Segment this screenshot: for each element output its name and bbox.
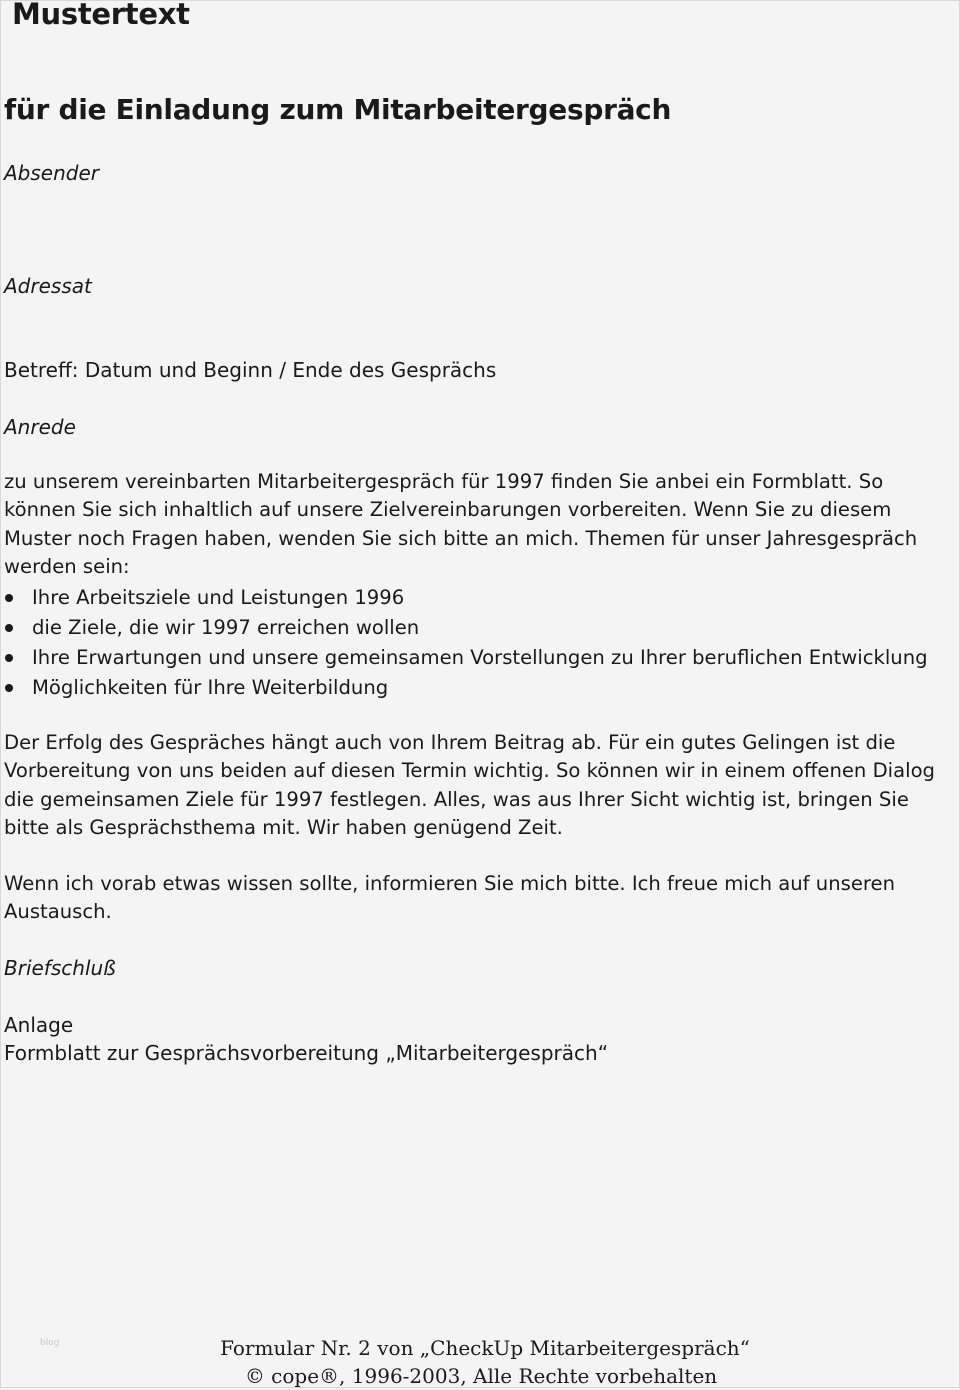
bullet-icon bbox=[5, 654, 13, 662]
bullet-icon bbox=[5, 594, 13, 602]
sender-placeholder: Absender bbox=[4, 161, 99, 185]
bullet-icon bbox=[5, 684, 13, 692]
document-title: Mustertext bbox=[12, 0, 190, 31]
topic-text: die Ziele, die wir 1997 erreichen wollen bbox=[32, 616, 420, 639]
footer-form-number: Formular Nr. 2 von „CheckUp Mitarbeitergespräch“ bbox=[220, 1336, 750, 1360]
list-item bbox=[1, 613, 928, 643]
success-paragraph: Der Erfolg des Gespräches hängt auch von Ihrem Beitrag ab. Für ein gutes Gelingen ist die Vorbereitung von uns beiden auf diesen Termin wichtig. So können wir in einem offenen Dialog die gemeinsamen Ziele für 1997 festlegen. Alles, was aus Ihrer Sicht wichtig ist, bringen Sie bitte als Gesprächsthema mit. Wir haben genügend Zeit. bbox=[4, 731, 935, 839]
list-item bbox=[1, 643, 928, 673]
addressee-placeholder: Adressat bbox=[4, 274, 92, 298]
topic-text: Möglichkeiten für Ihre Weiterbildung bbox=[32, 676, 389, 699]
attachment-label: Anlage bbox=[4, 1013, 74, 1037]
attachment-item: Formblatt zur Gesprächsvorbereitung „Mitarbeitergespräch“ bbox=[4, 1041, 609, 1065]
salutation-placeholder: Anrede bbox=[4, 415, 76, 439]
closing-paragraph: Wenn ich vorab etwas wissen sollte, informieren Sie mich bitte. Ich freue mich auf unseren Austausch. bbox=[4, 872, 896, 924]
bullet-icon bbox=[5, 624, 13, 632]
document-subtitle: für die Einladung zum Mitarbeitergespräch bbox=[4, 93, 672, 126]
list-item bbox=[1, 583, 928, 613]
intro-paragraph: zu unserem vereinbarten Mitarbeitergespräch für 1997 finden Sie anbei ein Formblatt. So können Sie sich inhaltlich auf unsere Zielvereinbarungen vorbereiten. Wenn Sie zu diesem Muster noch Fragen haben, wenden Sie sich bitte an mich. Themen für unser Jahresgespräch werden sein: bbox=[4, 470, 918, 578]
subject-line: Betreff: Datum und Beginn / Ende des Gesprächs bbox=[4, 358, 497, 382]
topic-text: Ihre Erwartungen und unsere gemeinsamen Vorstellungen zu Ihrer beruflichen Entwicklung bbox=[32, 646, 928, 669]
footer-copyright: © cope®, 1996-2003, Alle Rechte vorbehalten bbox=[244, 1364, 718, 1388]
watermark-text: blog bbox=[40, 1338, 60, 1348]
list-item bbox=[1, 673, 928, 703]
topic-list bbox=[1, 583, 928, 703]
topic-text: Ihre Arbeitsziele und Leistungen 1996 bbox=[32, 586, 405, 609]
letter-closing-placeholder: Briefschluß bbox=[4, 956, 116, 980]
